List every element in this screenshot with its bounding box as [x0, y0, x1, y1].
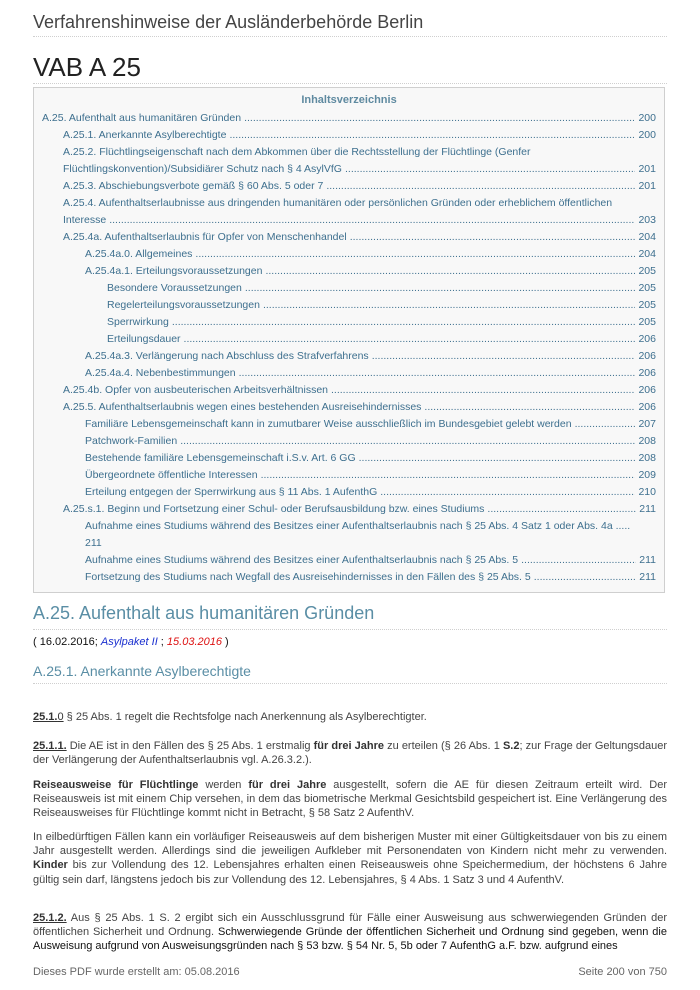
toc-leader: [229, 127, 635, 144]
toc-list: [34, 110, 664, 586]
toc-leader: [372, 348, 636, 365]
toc-entry-label: A.25.4a.0. Allgemeines: [85, 248, 193, 260]
toc-leader: [263, 297, 636, 314]
toc-page-number: 209: [638, 469, 656, 481]
toc-leader: [534, 569, 637, 586]
asylpaket-link[interactable]: Asylpaket II: [100, 636, 158, 648]
toc-page-number: 204: [638, 231, 656, 243]
toc-page-number: 211: [639, 554, 656, 566]
toc-entry[interactable]: [34, 399, 664, 416]
toc-leader: [261, 467, 636, 484]
toc-leader: [195, 246, 635, 263]
toc-leader: [172, 314, 636, 331]
subsection-heading: A.25.1. Anerkannte Asylberechtigte: [33, 663, 667, 684]
revision-line: [33, 636, 229, 648]
toc-entry-label: Familiäre Lebensgemeinschaft kann in zumutbarer Weise ausschließlich im Bundesgebiet gelebt werden: [85, 418, 572, 430]
toc-leader: [359, 450, 636, 467]
toc-entry-label: A.25. Aufenthalt aus humanitären Gründen: [42, 112, 242, 124]
toc-heading: Inhaltsverzeichnis: [301, 94, 397, 106]
toc-entry[interactable]: [34, 178, 664, 195]
toc-page-number: 206: [638, 367, 656, 379]
paragraph-25-1-1: 25.1.1. Die AE ist in den Fällen des § 25 Abs. 1 erstmalig für drei Jahre zu erteilen (§ 26 Abs. 1 S.2; zur Frage der Geltungsdauer der Verlängerung der Aufenthaltserlaubnis vgl. A.26.3.2.).: [33, 740, 667, 767]
toc-entry-label: Patchwork-Familien: [85, 435, 178, 447]
toc-entry-label: Flüchtlingskonvention)/Subsidiärer Schutz nach § 4 AsylVfG: [63, 163, 342, 175]
toc-entry-label: Regelerteilungsvoraussetzungen: [107, 299, 260, 311]
toc-entry[interactable]: [34, 297, 664, 314]
toc-entry-label: Erteilung entgegen der Sperrwirkung aus § 11 Abs. 1 AufenthG: [85, 486, 378, 498]
toc-page-number: 204: [638, 248, 656, 260]
date-open: ( 16.02.2016;: [33, 636, 101, 648]
paragraph-id: 25.1.2.: [33, 912, 67, 924]
toc-page-number: 205: [638, 282, 656, 294]
toc-leader: [245, 280, 636, 297]
toc-page-number: 200: [638, 112, 656, 124]
toc-entry[interactable]: [34, 484, 664, 501]
toc-entry[interactable]: [34, 569, 664, 586]
page-title: VAB A 25: [33, 52, 141, 82]
toc-page-number: 206: [638, 401, 656, 413]
toc-entry[interactable]: [34, 280, 664, 297]
toc-entry-label: A.25.1. Anerkannte Asylberechtigte: [63, 129, 227, 141]
toc-entry-label: Bestehende familiäre Lebensgemeinschaft i.S.v. Art. 6 GG: [85, 452, 356, 464]
toc-entry-label: A.25.4. Aufenthaltserlaubnisse aus dringenden humanitären oder persönlichen Gründen oder erheblichem öffentlichen: [63, 197, 613, 209]
paragraph-id: 25.1.1.: [33, 740, 67, 752]
toc-entry[interactable]: [34, 416, 664, 433]
toc-page-number: 201: [638, 180, 656, 192]
toc-page-number: 208: [638, 435, 656, 447]
toc-page-number: 206: [638, 333, 656, 345]
toc-leader: [521, 552, 636, 569]
section-heading: A.25. Aufenthalt aus humanitären Gründen: [33, 603, 667, 630]
toc-entry[interactable]: [34, 382, 664, 399]
footer-created-date: Dieses PDF wurde erstellt am: 05.08.2016: [33, 966, 240, 978]
toc-entry-label: A.25.3. Abschiebungsverbote gemäß § 60 Abs. 5 oder 7: [63, 180, 324, 192]
toc-leader: [380, 484, 635, 501]
toc-entry-label: A.25.4a.3. Verlängerung nach Abschluss des Strafverfahrens: [85, 350, 369, 362]
toc-entry[interactable]: [34, 518, 664, 552]
toc-page-number: 208: [638, 452, 656, 464]
site-header: [33, 10, 667, 37]
toc-entry-label: 211: [85, 537, 102, 549]
toc-page-number: 201: [638, 163, 656, 175]
toc-page-number: 211: [639, 503, 656, 515]
toc-entry[interactable]: [34, 552, 664, 569]
toc-entry-label: Übergeordnete öffentliche Interessen: [85, 469, 258, 481]
toc-entry[interactable]: [34, 365, 664, 382]
title-divider: [33, 83, 667, 84]
footer-page-number: Seite 200 von 750: [578, 966, 667, 978]
paragraph-text: § 25 Abs. 1 regelt die Rechtsfolge nach Anerkennung als Asylberechtigter.: [63, 711, 427, 723]
toc-leader: [109, 212, 635, 229]
toc-entry[interactable]: [34, 450, 664, 467]
toc-leader: [350, 229, 636, 246]
paragraph-25-1-2: 25.1.2. Aus § 25 Abs. 1 S. 2 ergibt sich ein Ausschlussgrund für Fälle einer Ausweisung aus schwerwiegenden Gründen der öffentlichen Sicherheit und Ordnung. Schwerwiegende Gründe der öffentlichen Sicherheit und Ordnung sind gegeben, wenn die Ausweisung aufgrund von Ausweisungsgründen nach § 53 bzw. § 54 Nr. 5, 5b oder 7 AufenthG a.F. bzw. aufgrund eines: [33, 912, 667, 953]
toc-entry[interactable]: [34, 348, 664, 365]
paragraph-id: 25.1.0: [33, 711, 64, 723]
toc-entry[interactable]: [34, 246, 664, 263]
table-of-contents: [33, 87, 665, 593]
toc-page-number: 203: [638, 214, 656, 226]
toc-leader: [244, 110, 635, 127]
toc-entry[interactable]: [34, 467, 664, 484]
toc-page-number: 205: [638, 316, 656, 328]
paragraph-reiseausweise: Reiseausweise für Flüchtlinge werden für drei Jahre ausgestellt, sofern die AE für diesen Zeitraum erteilt wird. Der Reiseausweis ist mit einem Chip versehen, in dem das biometrische Merkmal Gesichtsbild gespeichert ist. Eine Verlängerung des Reiseausweises für Flüchtlinge kommt nicht in Betracht, § 58 Satz 2 AufenthV.: [33, 779, 667, 820]
toc-entry-label: A.25.4a.4. Nebenbestimmungen: [85, 367, 236, 379]
toc-entry-label: A.25.2. Flüchtlingseigenschaft nach dem Abkommen über die Rechtsstellung der Flüchtlinge (Genfer: [63, 146, 531, 158]
toc-page-number: 206: [638, 384, 656, 396]
toc-page-number: 205: [638, 299, 656, 311]
toc-leader: [487, 501, 636, 518]
paragraph-vorlaeufiger-reiseausweis: In eilbedürftigen Fällen kann ein vorläufiger Reiseausweis auf dem bisherigen Muster mit einer Gültigkeitsdauer von bis zu einem Jahr ausgestellt werden. Allerdings sind die jeweiligen Aufkleber mit Personendaten von Kindern nicht mehr zu verwenden. Kinder bis zur Vollendung des 12. Lebensjahres erhalten einen Reiseausweis ohne Speichermedium, der höchstens 6 Jahre gültig sein darf, längstens jedoch bis zur Vollendung des 12. Lebensjahres, § 4 Abs. 1 Satz 3 und 4 AufenthV.: [33, 831, 667, 886]
toc-entry-label: A.25.4a.1. Erteilungsvoraussetzungen: [85, 265, 263, 277]
toc-entry[interactable]: [34, 144, 664, 178]
toc-entry-label: Aufnahme eines Studiums während des Besitzes einer Aufenthaltserlaubnis nach § 25 Abs. 4 Satz 1 oder Abs. 4a .....: [85, 520, 631, 532]
toc-entry-label: Besondere Voraussetzungen: [107, 282, 242, 294]
toc-entry[interactable]: [34, 229, 664, 246]
toc-entry[interactable]: [34, 110, 664, 127]
toc-entry[interactable]: [34, 314, 664, 331]
toc-leader: [239, 365, 636, 382]
toc-leader: [184, 331, 636, 348]
toc-entry[interactable]: [34, 501, 664, 518]
revision-date-link[interactable]: 15.03.2016: [166, 636, 222, 648]
toc-page-number: 205: [638, 265, 656, 277]
toc-page-number: 207: [638, 418, 656, 430]
toc-leader: [575, 416, 636, 433]
toc-page-number: 210: [638, 486, 656, 498]
toc-page-number: 200: [638, 129, 656, 141]
date-close: ): [221, 636, 229, 648]
toc-entry[interactable]: [34, 127, 664, 144]
toc-entry[interactable]: [34, 331, 664, 348]
toc-entry-label: Fortsetzung des Studiums nach Wegfall des Ausreisehindernisses in den Fällen des § 25 Abs. 5: [85, 571, 531, 583]
date-sep: ;: [157, 636, 167, 648]
toc-leader: [265, 263, 635, 280]
toc-entry-label: Sperrwirkung: [107, 316, 169, 328]
toc-leader: [424, 399, 635, 416]
toc-entry[interactable]: [34, 263, 664, 280]
toc-leader: [331, 382, 635, 399]
toc-leader: [326, 178, 635, 195]
toc-entry-label: Interesse: [63, 214, 107, 226]
toc-leader: [180, 433, 635, 450]
toc-entry[interactable]: [34, 195, 664, 229]
toc-entry-label: A.25.4a. Aufenthaltserlaubnis für Opfer von Menschenhandel: [63, 231, 347, 243]
toc-entry-label: Aufnahme eines Studiums während des Besitzes einer Aufenthaltserlaubnis nach § 25 Abs. 5: [85, 554, 519, 566]
toc-page-number: 206: [638, 350, 656, 362]
toc-entry-label: A.25.4b. Opfer von ausbeuterischen Arbeitsverhältnissen: [63, 384, 328, 396]
site-title: Verfahrenshinweise der Ausländerbehörde Berlin: [33, 12, 424, 32]
toc-entry[interactable]: [34, 433, 664, 450]
toc-entry-label: A.25.s.1. Beginn und Fortsetzung einer Schul- oder Berufsausbildung bzw. eines Studiums: [63, 503, 485, 515]
toc-leader: [345, 161, 635, 178]
toc-entry-label: A.25.5. Aufenthaltserlaubnis wegen eines bestehenden Ausreisehindernisses: [63, 401, 422, 413]
toc-entry-label: Erteilungsdauer: [107, 333, 181, 345]
toc-page-number: 211: [639, 571, 656, 583]
paragraph-25-1-0: [33, 710, 667, 724]
